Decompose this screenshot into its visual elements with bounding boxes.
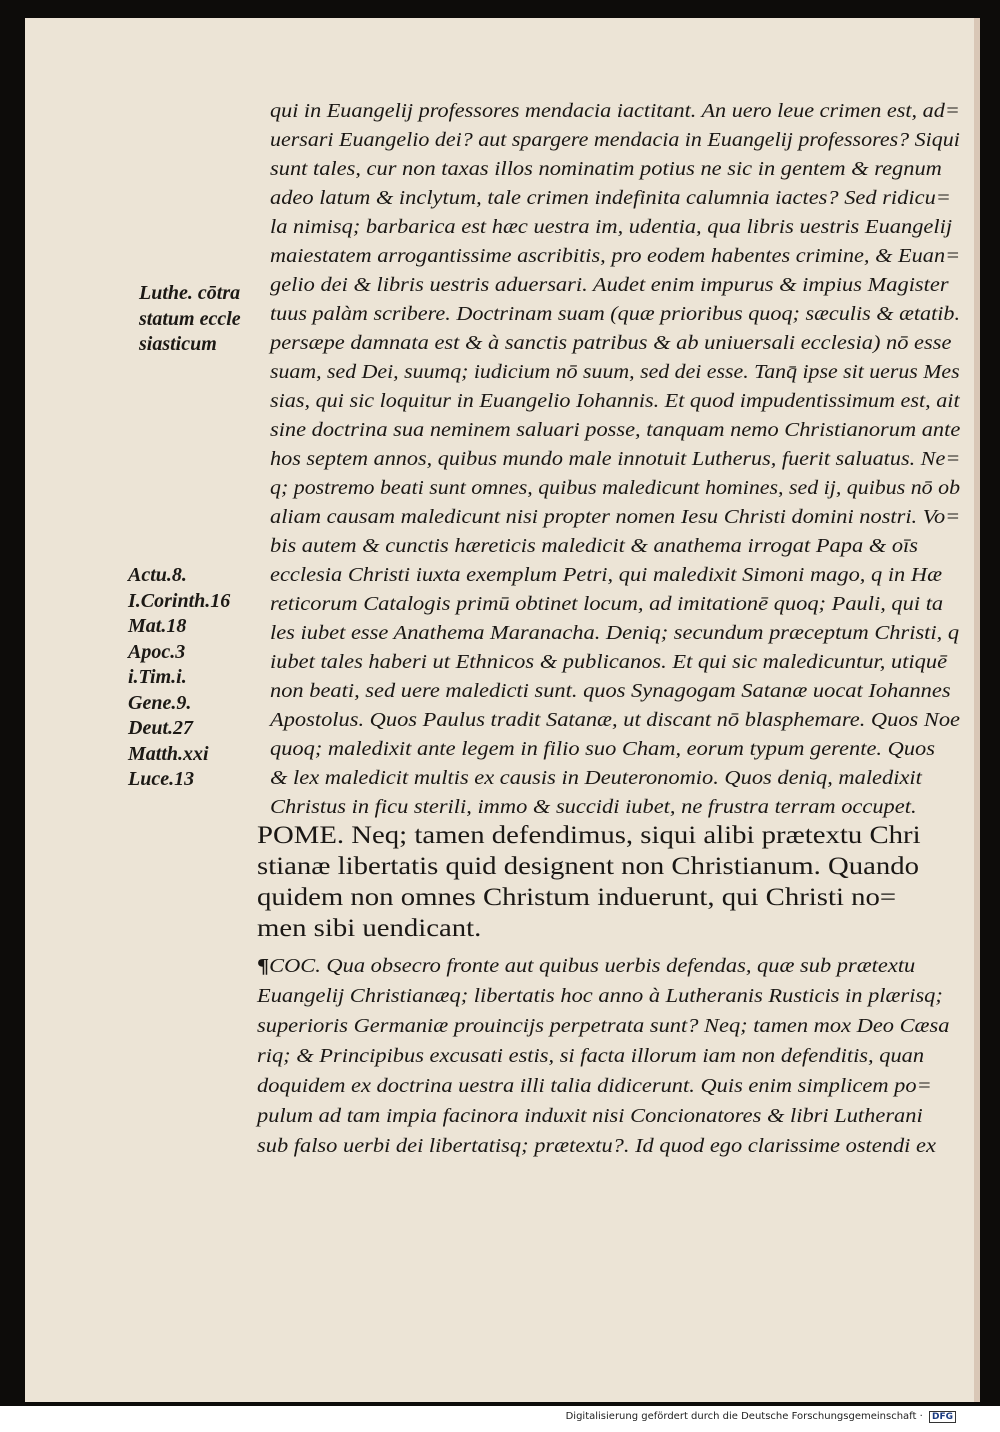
text-line [270,188,951,210]
text-line-content: hos septem annos, quibus mundo male innotuit Lutherus, fuerit saluatus. Ne= [270,449,961,470]
margin-note: Actu.8. [128,564,187,586]
text-line [270,275,949,297]
margin-note-group-1 [139,281,279,358]
text-line-content: quidem non omnes Christum induerunt, qui Christi no= [257,884,897,911]
text-line-content: pulum ad tam impia facinora induxit nisi Concionatores & libri Lutherani [257,1106,923,1127]
text-line-content: stianæ libertatis quid designent non Christianum. Quando [257,853,919,880]
text-line [270,536,918,558]
text-line [257,1106,923,1128]
margin-note: siasticum [139,333,217,355]
text-line [270,246,960,268]
text-line [257,1136,936,1158]
margin-note: Mat.18 [128,615,187,637]
text-line-content: uersari Euangelio dei? aut spargere mendacia in Euangelij professores? Siqui [270,130,960,151]
text-line-content: sine doctrina sua neminem saluari posse, tanquam nemo Christianorum ante [270,420,961,441]
dfg-logo: DFG [929,1411,956,1423]
text-line-content: aliam causam maledicunt nisi propter nomen Iesu Christi domini nostri. Vo= [270,507,961,528]
text-line [270,130,960,152]
margin-note: statum eccle [139,307,241,330]
margin-note: Apoc.3 [128,640,186,663]
text-line [270,710,960,732]
text-line [270,797,917,819]
text-line [270,333,951,355]
text-line [270,362,960,384]
text-line-content: COC. Qua obsecro fronte aut quibus uerbis defendas, quæ sub prætextu [269,956,916,977]
margin-note: Deut.27 [128,717,193,739]
footer-text: Digitalisierung gefördert durch die Deutsche Forschungsgemeinschaft · [565,1411,923,1422]
margin-note: Gene.9. [128,691,192,714]
text-line-content: iubet tales haberi ut Ethnicos & publicanos. Et qui sic maledicuntur, utiquē [270,652,948,673]
text-line [270,449,960,471]
text-line-content: doquidem ex doctrina uestra illi talia didicerunt. Quis enim simplicem po= [257,1076,932,1097]
text-line [270,652,947,674]
text-line-content: Apostolus. Quos Paulus tradit Satanæ, ut discant nō blasphemare. Quos Noe [270,710,960,731]
text-line-content: & lex maledicit multis ex causis in Deuteronomio. Quos deniq, maledixit [270,768,922,789]
text-line [270,739,935,761]
margin-note: Matth.xxi [128,742,209,765]
text-line-content: adeo latum & inclytum, tale crimen indefinita calumnia iactes? Sed ridicu= [270,188,951,209]
text-line [257,1076,932,1098]
text-line-content: tuus palàm scribere. Doctrinam suam (quæ prioribus quoq; sæculis & ætatib. [270,304,961,325]
text-line [270,478,960,500]
text-line [270,594,943,616]
text-line-content: la nimisq; barbarica est hæc uestra im, udentia, qua libris uestris Euangelij [270,217,953,238]
margin-note: Luce.13 [128,768,195,790]
text-line [270,391,960,413]
text-line-content: sias, qui sic loquitur in Euangelio Iohannis. Et quod impudentissimum est, ait [270,391,960,412]
text-line [257,956,915,978]
text-line [257,1046,924,1068]
text-line [257,822,921,850]
text-line-content: les iubet esse Anathema Maranacha. Deniq; secundum præceptum Christi, q [270,623,960,644]
text-line [270,768,922,790]
text-line [257,986,943,1008]
margin-note: i.Tim.i. [128,666,187,688]
text-line-content: ecclesia Christi iuxta exemplum Petri, qui maledixit Simoni mago, q in Hæ [270,565,943,586]
text-line-content: Euangelij Christianæq; libertatis hoc anno à Lutheranis Rusticis in plærisq; [257,986,943,1007]
text-line-content: men sibi uendicant. [257,915,482,942]
text-line [270,623,959,645]
text-line [257,915,481,943]
text-line-content: gelio dei & libris uestris aduersari. Audet enim impurus & impius Magister [270,275,949,296]
text-line [270,159,942,181]
text-line-content: maiestatem arrogantissime ascribitis, pro eodem habentes crimine, & Euan= [270,246,961,267]
text-line-content: sunt tales, cur non taxas illos nominatim potius ne sic in gentem & regnum [270,159,942,180]
text-line [270,101,960,123]
text-line [270,681,951,703]
text-line-content: reticorum Catalogis primū obtinet locum, ad imitationē quoq; Pauli, qui ta [270,594,944,615]
text-line-content: quoq; maledixit ante legem in filio suo Cham, eorum typum gerente. Quos [270,739,935,760]
digitization-footer [566,1411,956,1423]
text-line [270,565,942,587]
text-line [257,1016,949,1038]
text-line [270,507,960,529]
margin-note-group-2 [128,563,268,793]
text-line-content: riq; & Principibus excusati estis, si facta illorum iam non defenditis, quan [257,1046,925,1067]
text-line-content: Christus in ficu sterili, immo & succidi iubet, ne frustra terram occupet. [270,797,917,818]
text-line-content: non beati, sed uere maledicti sunt. quos Synagogam Satanæ uocat Iohannes [270,681,951,702]
text-line-content: superioris Germaniæ prouincijs perpetrata sunt? Neq; tamen mox Deo Cæsa [257,1016,950,1037]
text-line [270,304,960,326]
text-line [257,884,896,912]
pilcrow-mark: ¶ [257,956,270,977]
text-line [270,420,960,442]
text-line [257,853,919,881]
margin-note: Luthe. cōtra [139,282,241,304]
text-line-content: bis autem & cunctis hæreticis maledicit & anathema irrogat Papa & oīs [270,536,919,557]
margin-note: I.Corinth.16 [128,589,231,612]
text-line-content: q; postremo beati sunt omnes, quibus maledicunt homines, sed ij, quibus nō ob [270,478,961,499]
text-line [270,217,952,239]
text-line-content: suam, sed Dei, suumq; iudicium nō suum, sed dei esse. Tanq̄ ipse sit uerus Mes [270,362,960,383]
book-page [25,18,980,1402]
text-line-content: sub falso uerbi dei libertatisq; prætextu?. Id quod ego clarissime ostendi ex [257,1136,936,1157]
text-line-content: qui in Euangelij professores mendacia iactitant. An uero leue crimen est, ad= [270,101,960,122]
text-line-content: persæpe damnata est & à sanctis patribus & ab uniuersali ecclesia) nō esse [270,333,952,354]
text-line-content: POME. Neq; tamen defendimus, siqui alibi prætextu Chri [257,822,921,849]
